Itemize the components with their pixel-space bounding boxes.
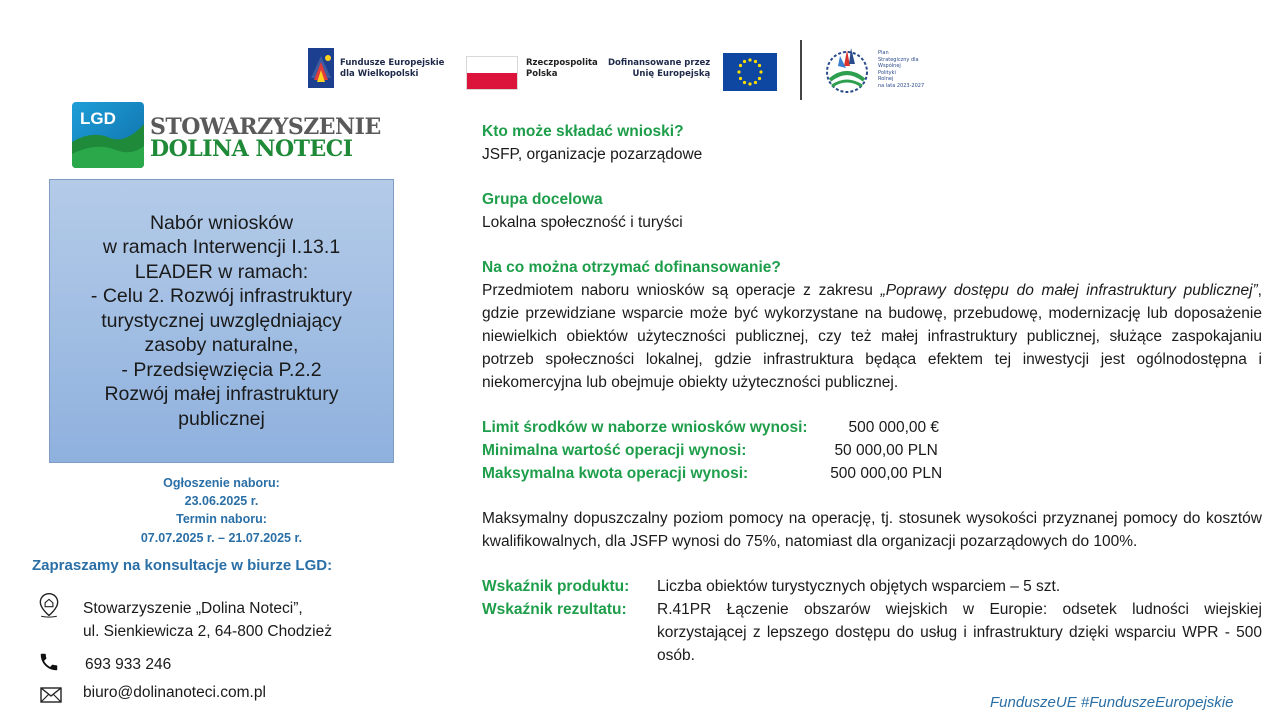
limit-row [482, 416, 1262, 439]
announce-line: Nabór wniosków [149, 211, 294, 234]
call-for-proposals-box [49, 179, 394, 463]
product-indicator-label: Wskaźnik produktu: [482, 578, 630, 595]
who-heading: Kto może składać wnioski? [482, 123, 684, 140]
psp-wpr-text: Plan Strategiczny dla Wspólnej Polityki Rolnej na lata 2023-2027 [878, 50, 925, 89]
email-address: biuro@dolinanoteci.com.pl [83, 684, 266, 701]
announce-line: LEADER w ramach: [134, 260, 309, 283]
address-line1: Stowarzyszenie „Dolina Noteci”, [83, 600, 303, 617]
logo-divider [800, 40, 802, 100]
min-value-value: 50 000,00 PLN [834, 442, 938, 459]
product-indicator-row [482, 575, 1262, 598]
target-group-heading: Grupa docelowa [482, 191, 603, 208]
product-indicator-text: Liczba obiektów turystycznych objętych wsparciem – 5 szt. [657, 578, 1061, 595]
min-value-label: Minimalna wartość operacji wynosi: [482, 442, 747, 459]
location-pin-icon [36, 592, 62, 618]
announce-date-label: Ogłoszenie naboru: [163, 476, 280, 490]
lgd-name-line2: DOLINA NOTECI [150, 136, 353, 162]
fundusze-europejskie-mark-icon [308, 48, 334, 88]
envelope-icon [40, 686, 62, 704]
announce-line: w ramach Interwencji I.13.1 [102, 236, 341, 259]
lgd-square-icon [72, 102, 144, 168]
result-indicator-label: Wskaźnik rezultatu: [482, 601, 627, 618]
call-dates [49, 474, 394, 547]
result-indicator-row [482, 598, 1262, 667]
term-label: Termin naboru: [176, 512, 267, 527]
announce-line: - Przedsięwzięcia P.2.2 [121, 358, 322, 381]
phone-number: 693 933 246 [85, 656, 172, 673]
address-line2: ul. Sienkiewicza 2, 64-800 Chodzież [83, 623, 332, 640]
max-amount-label: Maksymalna kwota operacji wynosi: [482, 465, 749, 482]
call-details [482, 120, 1262, 667]
target-group-text: Lokalna społeczność i turyści [482, 214, 683, 231]
announce-date-value: 23.06.2025 r. [184, 494, 259, 509]
phone-icon [38, 651, 60, 673]
funding-scope-heading: Na co można otrzymać dofinansowanie? [482, 259, 781, 276]
limit-label: Limit środków w naborze wniosków wynosi: [482, 419, 808, 436]
consultation-heading: Zapraszamy na konsultacje w biurze LGD: [32, 557, 333, 574]
funding-scope-text: Przedmiotem naboru wniosków są operacje z zakresu „Poprawy dostępu do małej infrastruktury publicznej”, gdzie przewidziane wsparcie może być wykorzystane na budowę, przebudowę, modernizację lub doposażenie niewielkich obiektów użyteczności publicznej, czy też małej infrastruktury publicznej, służące zaspokajaniu potrzeb społeczności lokalnej, gdzie infrastruktura będąca efektem tej inwestycji jest ogólnodostępna i niekomercyjna lub obejmuje obiekty użyteczności publicznej. [482, 282, 1262, 391]
min-value-row [482, 439, 1262, 462]
announce-line: zasoby naturalne, [144, 334, 299, 357]
svg-text:LGD: LGD [80, 109, 116, 128]
lgd-name-line1: STOWARZYSZENIE [150, 114, 381, 140]
hashtags: FunduszeUE #FunduszeEuropejskie [990, 694, 1234, 711]
limit-value: 500 000,00 € [848, 419, 940, 436]
announce-line: publicznej [178, 407, 265, 430]
eu-flag-icon [723, 53, 777, 91]
rzeczpospolita-polska-text: Rzeczpospolita Polska [526, 58, 598, 79]
who-text: JSFP, organizacje pozarządowe [482, 146, 703, 163]
max-amount-value: 500 000,00 PLN [830, 465, 943, 482]
fundusze-europejskie-text: Fundusze Europejskie dla Wielkopolski [340, 58, 445, 79]
announce-line: Rozwój małej infrastruktury [104, 383, 339, 406]
poland-flag-icon [466, 56, 518, 90]
announce-line: turystycznej uwzględniający [101, 309, 342, 332]
max-amount-row [482, 462, 1262, 485]
eu-cofinanced-text: Dofinansowane przez Unię Europejską [608, 58, 711, 79]
result-indicator-text: R.41PR Łączenie obszarów wiejskich w Europie: odsetek ludności wiejskiej korzystającej z lepszego dostępu do usług i infrastruktury dzięki wsparciu WPR - 500 osób. [657, 601, 1262, 664]
max-aid-text: Maksymalny dopuszczalny poziom pomocy na operację, tj. stosunek wysokości przyznanej pomocy do kosztów kwalifikowalnych, dla JSFP wynosi do 75%, natomiast dla organizacji pozarządowych do 100%. [482, 510, 1262, 550]
psp-wpr-logo-icon [820, 44, 874, 96]
funding-logos-bar [300, 38, 940, 104]
office-address [83, 597, 332, 643]
announce-line: - Celu 2. Rozwój infrastruktury [90, 285, 353, 308]
lgd-dolina-noteci-logo [72, 102, 381, 170]
term-range-value: 07.07.2025 r. – 21.07.2025 r. [140, 530, 303, 545]
